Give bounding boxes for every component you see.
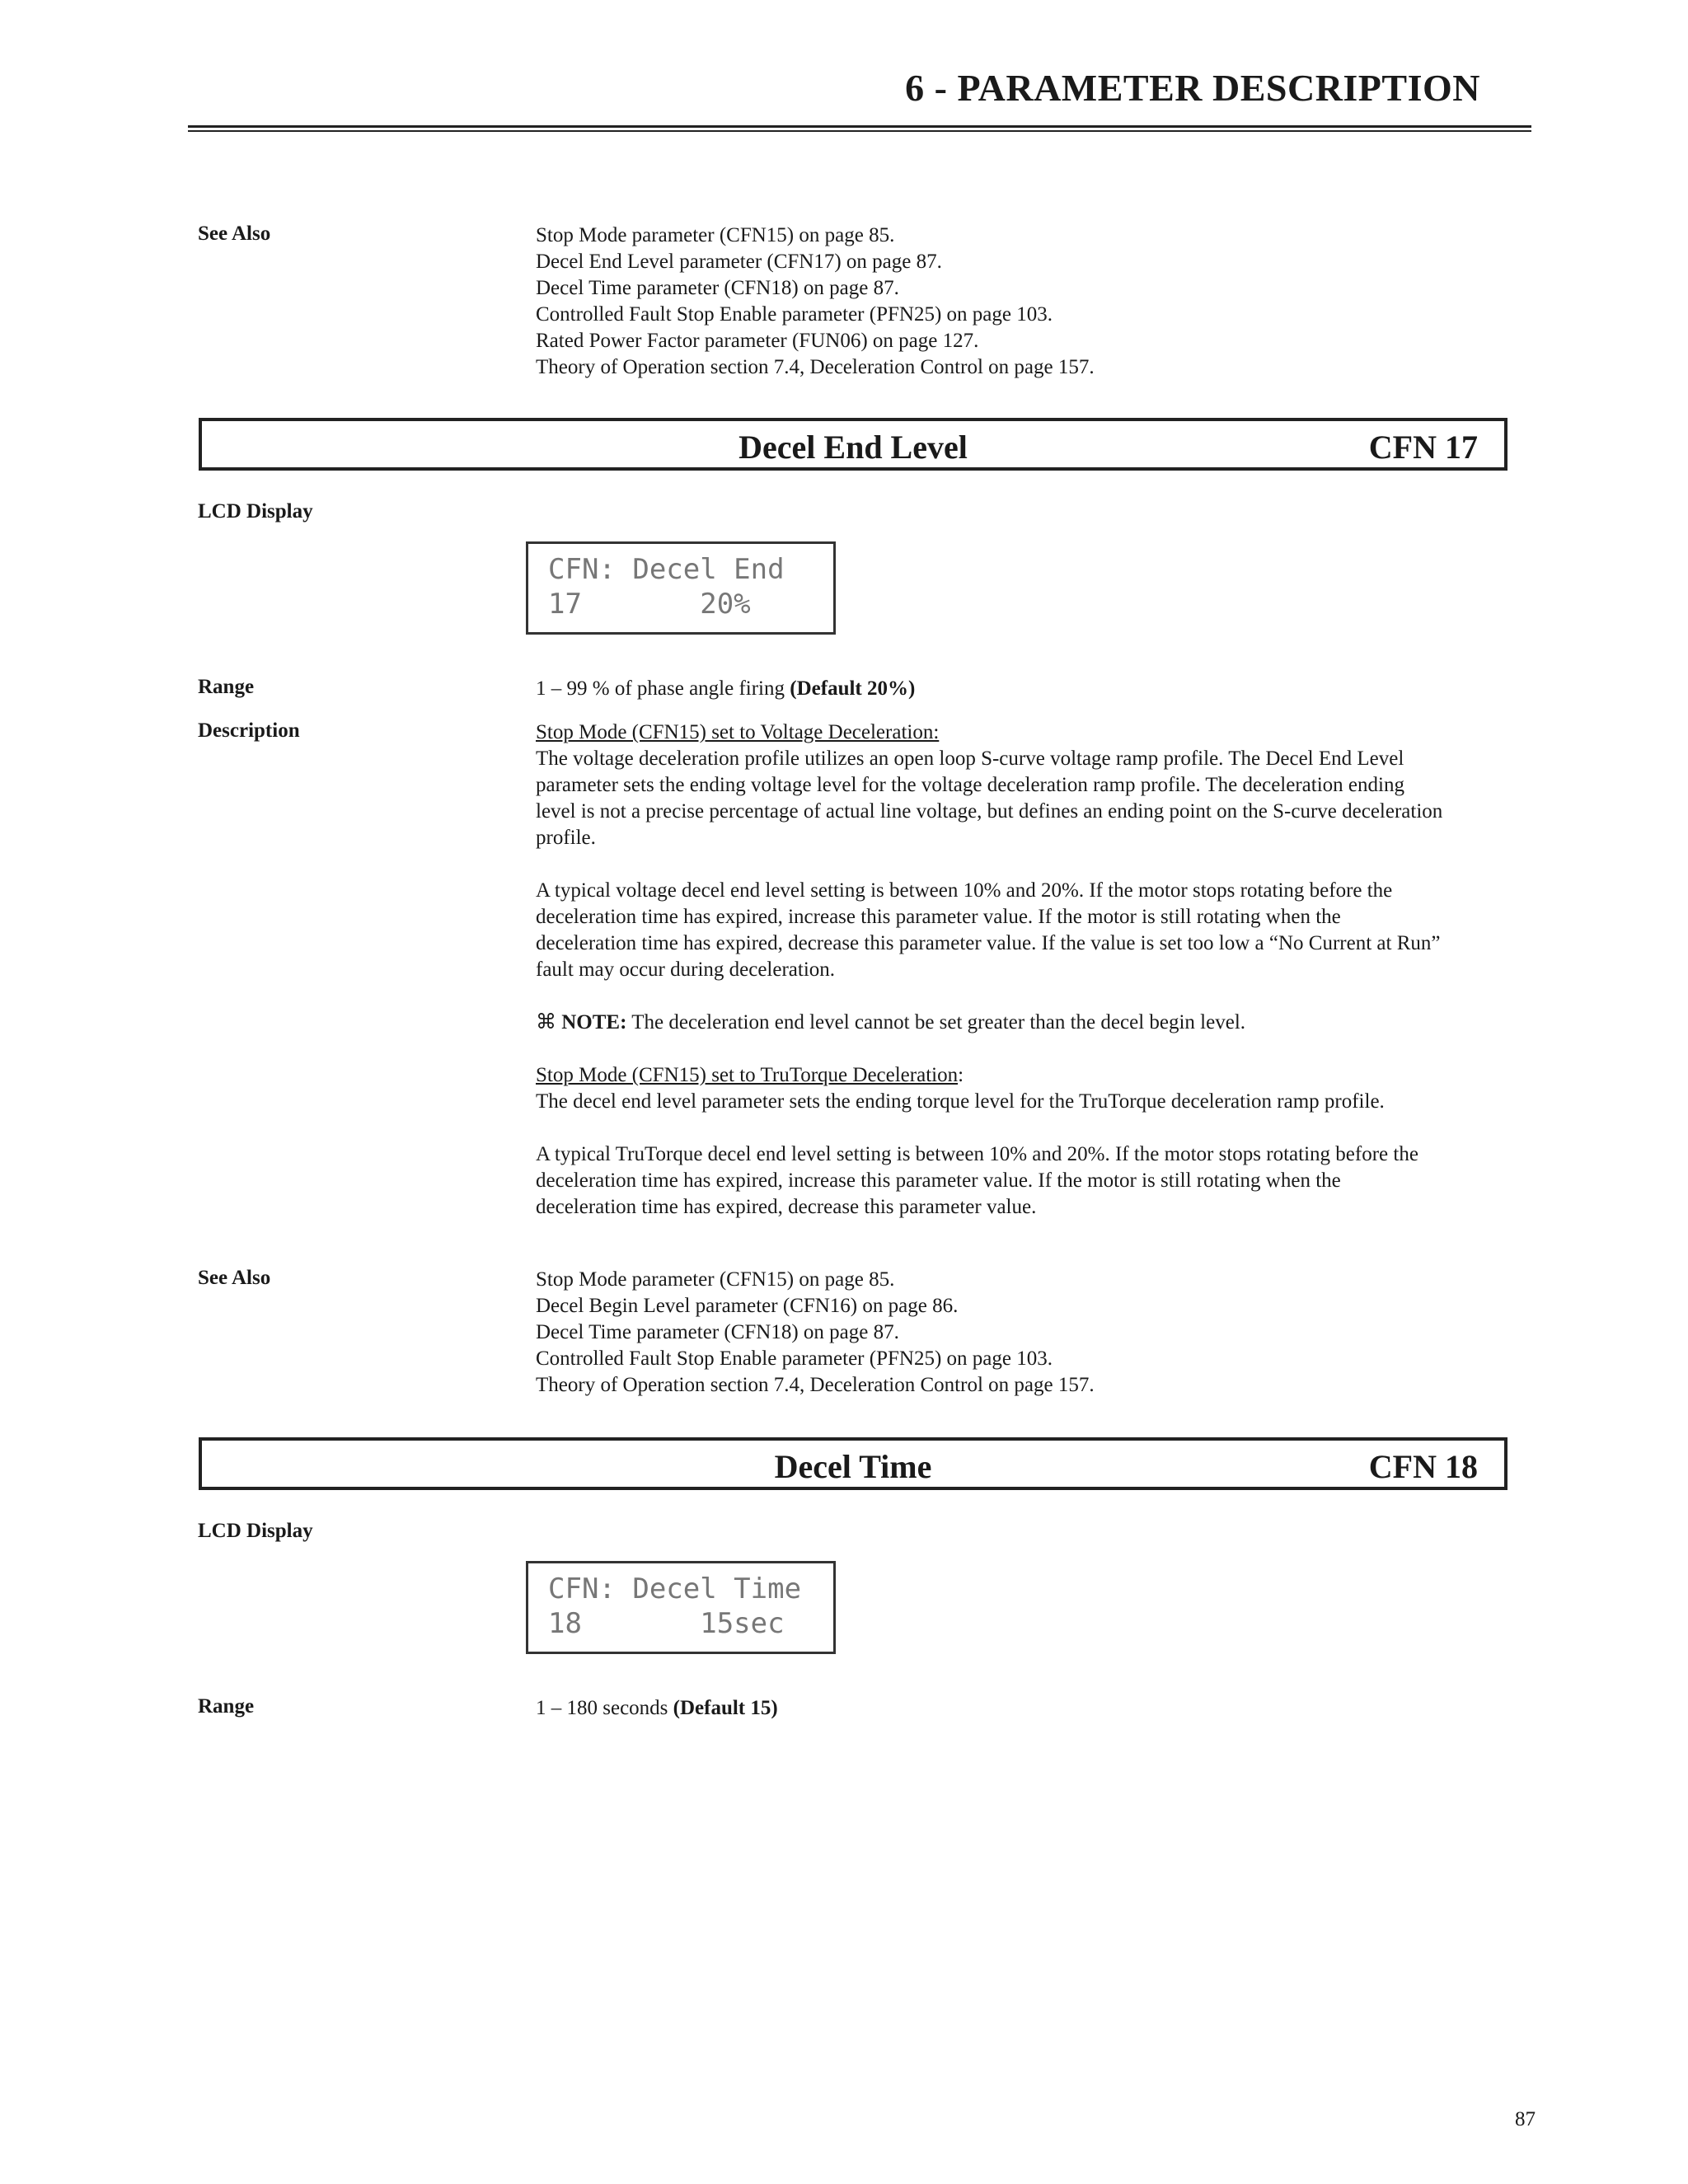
description-line: fault may occur during deceleration. bbox=[536, 958, 836, 981]
note-label: NOTE: bbox=[561, 1011, 627, 1033]
description-line: The decel end level parameter sets the ending torque level for the TruTorque deceleration ramp profile. bbox=[536, 1090, 1385, 1113]
lcd-line-2: 18 15sec bbox=[548, 1607, 785, 1640]
description-line: deceleration time has expired, increase this parameter value. If the motor is still rotating when the bbox=[536, 906, 1341, 928]
see-also-item: Decel Time parameter (CFN18) on page 87. bbox=[536, 1321, 899, 1343]
range-value bbox=[536, 676, 1521, 702]
section-code: CFN 17 bbox=[1368, 429, 1478, 466]
see-also-item: Theory of Operation section 7.4, Deceleration Control on page 157. bbox=[536, 356, 1095, 378]
range-label: Range bbox=[198, 676, 255, 698]
description-line: profile. bbox=[536, 827, 596, 849]
description-line: A typical TruTorque decel end level setting is between 10% and 20%. If the motor stops rotating before the bbox=[536, 1143, 1418, 1165]
see-also-item: Rated Power Factor parameter (FUN06) on page 127. bbox=[536, 330, 979, 352]
lcd-display-label: LCD Display bbox=[198, 1520, 313, 1542]
lcd-line-1: CFN: Decel End bbox=[548, 553, 785, 586]
trutorque-heading-line bbox=[536, 1062, 1521, 1089]
see-also-label: See Also bbox=[198, 1267, 271, 1289]
description-line: deceleration time has expired, decrease this parameter value. If the value is set too low a “No Current at Run” bbox=[536, 932, 1441, 954]
page-number: 87 bbox=[1515, 2108, 1536, 2130]
description-body bbox=[536, 719, 1521, 1221]
section-title: Decel End Level bbox=[738, 429, 968, 466]
see-also-item: Stop Mode parameter (CFN15) on page 85. bbox=[536, 1268, 895, 1291]
description-line: A typical voltage decel end level setting is between 10% and 20%. If the motor stops rotating before the bbox=[536, 879, 1393, 902]
lcd-display-label: LCD Display bbox=[198, 500, 313, 523]
description-line: parameter sets the ending voltage level for the voltage deceleration ramp profile. The deceleration ending bbox=[536, 774, 1404, 796]
description-line: The voltage deceleration profile utilizes an open loop S-curve voltage ramp profile. The Decel End Level bbox=[536, 748, 1404, 770]
header-rule-bottom bbox=[188, 130, 1531, 132]
lcd-line-2: 17 20% bbox=[548, 588, 751, 621]
see-also-list bbox=[536, 1267, 1521, 1399]
lcd-display bbox=[526, 541, 836, 635]
note-icon: ⌘ bbox=[536, 1011, 556, 1033]
see-also-item: Stop Mode parameter (CFN15) on page 85. bbox=[536, 224, 895, 246]
see-also-item: Decel Time parameter (CFN18) on page 87. bbox=[536, 277, 899, 299]
range-value bbox=[536, 1695, 1521, 1722]
page-header-title: 6 - PARAMETER DESCRIPTION bbox=[905, 67, 1480, 109]
description-label: Description bbox=[198, 719, 300, 742]
see-also-list bbox=[536, 223, 1521, 381]
trutorque-heading: Stop Mode (CFN15) set to TruTorque Deceleration bbox=[536, 1064, 959, 1086]
range-text: 1 – 180 seconds bbox=[536, 1697, 673, 1719]
section-header-decel-time bbox=[199, 1437, 1507, 1490]
description-line: deceleration time has expired, increase this parameter value. If the motor is still rotating when the bbox=[536, 1169, 1341, 1192]
note bbox=[536, 1010, 1521, 1036]
range-default: (Default 20%) bbox=[790, 677, 916, 700]
lcd-display bbox=[526, 1561, 836, 1654]
description-line: level is not a precise percentage of actual line voltage, but defines an ending point on the S-curve deceleration bbox=[536, 800, 1443, 823]
see-also-label: See Also bbox=[198, 223, 271, 245]
see-also-item: Decel Begin Level parameter (CFN16) on page 86. bbox=[536, 1295, 959, 1317]
section-code: CFN 18 bbox=[1368, 1448, 1478, 1485]
section-title: Decel Time bbox=[774, 1448, 932, 1485]
range-text: 1 – 99 % of phase angle firing bbox=[536, 677, 790, 700]
see-also-item: Theory of Operation section 7.4, Deceleration Control on page 157. bbox=[536, 1374, 1095, 1396]
voltage-heading: Stop Mode (CFN15) set to Voltage Deceleration: bbox=[536, 721, 940, 743]
section-header-decel-end-level bbox=[199, 418, 1507, 471]
lcd-line-1: CFN: Decel Time bbox=[548, 1572, 802, 1605]
trutorque-heading-suffix: : bbox=[958, 1064, 964, 1086]
description-line: deceleration time has expired, decrease this parameter value. bbox=[536, 1196, 1037, 1218]
header-rule-top bbox=[188, 125, 1531, 128]
range-label: Range bbox=[198, 1695, 255, 1718]
see-also-item: Decel End Level parameter (CFN17) on page 87. bbox=[536, 251, 942, 273]
note-text: The deceleration end level cannot be set greater than the decel begin level. bbox=[626, 1011, 1246, 1033]
see-also-item: Controlled Fault Stop Enable parameter (PFN25) on page 103. bbox=[536, 303, 1053, 326]
range-default: (Default 15) bbox=[673, 1697, 778, 1719]
see-also-item: Controlled Fault Stop Enable parameter (PFN25) on page 103. bbox=[536, 1347, 1053, 1370]
